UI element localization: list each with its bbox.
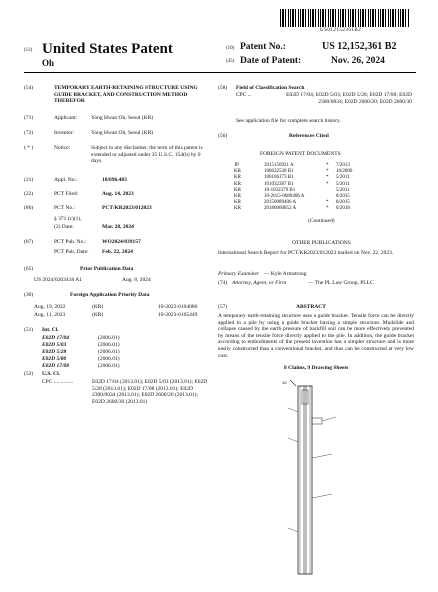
fpd-number: 20150089406 A (264, 200, 297, 206)
notice-code: ( * ) (24, 145, 34, 151)
int-cl-1-ver: (2006.01) (98, 335, 120, 341)
search-note: See application file for complete search history. (236, 118, 341, 124)
int-cl-4-ver: (2006.01) (98, 356, 120, 362)
fpd-country: KR (234, 181, 241, 187)
fpd-country: KR (234, 200, 241, 206)
fpd-number: 101032387 B1 (264, 181, 294, 187)
fpd-date: 5/2011 (336, 181, 350, 187)
references-heading: References Cited (289, 133, 329, 139)
pct-pub-date-label: PCT Pub. Date: (54, 249, 89, 255)
fpd-date: 6/2018 (336, 206, 350, 212)
int-cl-2-ver: (2006.01) (98, 342, 120, 348)
notice-label: Notice: (54, 145, 71, 151)
fpd-number: 20180060852 A (264, 206, 297, 212)
attorney-code: (74) (218, 280, 228, 286)
appl-no-value: 18/696,483 (102, 177, 127, 183)
fpd-date: 8/2015 (336, 194, 350, 200)
pct-pub-no-label: PCT Pub. No.: (54, 239, 87, 245)
field-21-code: (21) (24, 177, 34, 183)
int-cl-3-ver: (2006.01) (98, 349, 120, 355)
patent-number: US 12,152,361 B2 (322, 41, 397, 52)
prior-pub-heading: Prior Publication Data (80, 266, 134, 272)
fpd-date: 7/2013 (336, 163, 350, 168)
fpd-date: 8/2015 (336, 200, 350, 206)
int-cl-4: E02D 5/80 (42, 356, 67, 362)
priority-number-1: 10-2022-0104080 (158, 304, 198, 310)
fpd-star: * (326, 163, 329, 168)
field-30-code: (30) (24, 292, 34, 298)
us-cpc-text: E02D 17/04 (2013.01); E02D 5/03 (2013.01); E02D 5/28 (2013.01); E02D 17/08 (2013.01); E02D 2300/0034 (2013.01); E02D 2600/20 (2013.01); E02D 2600/30 (2013.01) (92, 379, 208, 405)
int-cl-2: E02D 5/03 (42, 342, 67, 348)
field-56-code: (56) (218, 133, 228, 139)
us-cpc-label: CPC .............. (42, 379, 74, 385)
inventor-short: Oh (42, 58, 55, 68)
svg-text:10: 10 (282, 380, 287, 385)
pct-pub-no-value: WO2024/039157 (102, 239, 141, 245)
abstract-heading: ABSTRACT (296, 304, 326, 310)
int-cl-5-ver: (2006.01) (98, 363, 120, 369)
int-cl-5: E02D 17/08 (42, 363, 70, 369)
attorney-label: Attorney, Agent, or Firm (232, 280, 287, 286)
fpd-star: * (326, 181, 329, 187)
section-371-date: Mar. 28, 2024 (102, 224, 134, 230)
priority-date-1: Aug. 19, 2022 (34, 304, 66, 310)
priority-heading: Foreign Application Priority Data (70, 292, 150, 298)
field-52-code: (52) (24, 371, 34, 377)
country-code: (12) (24, 48, 33, 53)
abstract-code: (57) (218, 304, 228, 310)
us-cl-heading: U.S. Cl. (42, 371, 61, 377)
fpd-star: * (326, 200, 329, 206)
int-cl-1: E02D 17/04 (42, 335, 70, 341)
date-label: Date of Patent: (240, 56, 302, 66)
fpd-country: KR (234, 169, 241, 175)
priority-country-2: (KR) (92, 312, 104, 318)
document-title: United States Patent (42, 41, 173, 57)
field-87-code: (87) (24, 239, 34, 245)
applicant-value: Yong Hwan Oh, Seoul (KR) (91, 115, 154, 121)
abstract-text: A temporary earth-retaining structure uses a guide bracket. Tensile force can be directly applied to a pile by using a guide bracket having a simple structure. Mudslide and collapse caused by the earth pressure of backfill soil can be more effectively prevented by means of the tensile force directly applied to the pile. In addition, the guide bracket according to embodiments of the present invention has a simpler structure and is more easily constructed than a conventional bracket, and thus can be constructed at very low cost. (218, 313, 414, 359)
field-58-code: (58) (218, 85, 228, 91)
fpd-number: 100632530 B1 (264, 169, 294, 175)
attorney-value: — The PL Law Group, PLLC (308, 280, 374, 286)
date-code: (45) (226, 59, 235, 64)
fpd-country: JP (234, 163, 239, 168)
field-22-code: (22) (24, 191, 34, 197)
fpd-number: 10-2015-0089406 A (264, 194, 305, 200)
references-continued: (Continued) (308, 218, 335, 224)
field-65-code: (65) (24, 266, 34, 272)
barcode (280, 9, 410, 27)
patent-no-label: Patent No.: (240, 42, 286, 52)
fpd-number: 10-1032379 B1 (264, 187, 296, 193)
patent-date: Nov. 26, 2024 (331, 56, 385, 66)
field-72-code: (72) (24, 130, 34, 136)
foreign-docs-list (234, 163, 374, 213)
int-cl-3: E02D 5/28 (42, 349, 67, 355)
fpd-star: * (326, 206, 329, 212)
search-heading: Field of Classification Search (236, 85, 305, 91)
fpd-star: * (326, 169, 329, 175)
fpd-country: KR (234, 194, 241, 200)
fpd-star: * (326, 175, 329, 181)
barcode-number: US012152361B2 (320, 28, 362, 33)
section-371-date-label: (2) Date: (54, 224, 74, 230)
fpd-number: 100106173 B1 (264, 175, 294, 181)
section-371-label: § 371 (c)(1), (54, 216, 82, 222)
pct-no-value: PCT/KR2023/012023 (102, 205, 152, 211)
pct-filed-label: PCT Filed: (54, 191, 79, 197)
representative-drawing (280, 378, 350, 578)
priority-number-2: 10-2023-0105449 (158, 312, 198, 318)
field-51-code: (51) (24, 327, 34, 333)
foreign-doc-row (234, 206, 374, 212)
fpd-date: 5/2011 (336, 187, 350, 193)
search-cpc-text: E02D 17/04; E02D 5/03; E02D 5/28; E02D 17/08; E02D 2300/0034; E02D 2600/20; E02D 2600/30 (286, 92, 412, 105)
priority-date-2: Aug. 11, 2023 (34, 312, 66, 318)
fpd-date: 5/2011 (336, 175, 350, 181)
claims-count: 8 Claims, 9 Drawing Sheets (284, 365, 349, 371)
int-cl-heading: Int. Cl. (42, 327, 59, 333)
pct-pub-date-value: Feb. 22, 2024 (102, 249, 133, 255)
priority-country-1: (KR) (92, 304, 104, 310)
other-pubs-heading: OTHER PUBLICATIONS (292, 240, 351, 246)
fpd-country: KR (234, 206, 241, 212)
inventor-label: Inventor: (54, 130, 75, 136)
notice-value: Subject to any disclaimer, the term of this patent is extended or adjusted under 35 U.S.C. 154(b) by 0 days. (91, 145, 203, 165)
search-cpc-label: CPC ... (236, 92, 252, 98)
field-71-code: (71) (24, 115, 34, 121)
header-rule (24, 72, 416, 73)
invention-title: TEMPORARY EARTH-RETAINING STRUCTURE USING GUIDE BRACKET, AND CONSTRUCTION METHOD THEREFOR (54, 85, 198, 105)
pct-no-label: PCT No.: (54, 205, 75, 211)
field-54-code: (54) (24, 85, 34, 91)
fpd-date: 10/2006 (336, 169, 353, 175)
appl-no-label: Appl. No.: (54, 177, 78, 183)
other-pubs-text: International Search Report for PCT/KR2023/012023 mailed on Nov. 22, 2023. (218, 250, 394, 256)
field-86-code: (86) (24, 205, 34, 211)
applicant-label: Applicant: (54, 115, 78, 121)
fpd-country: KR (234, 187, 241, 193)
fpd-number: 2015150921 A (264, 163, 294, 168)
prior-pub-number: US 2024/0263418 A1 (34, 277, 82, 283)
pct-filed-value: Aug. 14, 2023 (102, 191, 134, 197)
fpd-country: KR (234, 175, 241, 181)
patent-no-code: (10) (226, 46, 235, 51)
inventor-value: Yong Hwan Oh, Seoul (KR) (91, 130, 154, 136)
examiner-value: — Kyle Armstrong (264, 271, 307, 277)
foreign-docs-heading: FOREIGN PATENT DOCUMENTS (260, 151, 341, 157)
prior-pub-date: Aug. 8, 2024 (122, 277, 151, 283)
examiner-label: Primary Examiner (218, 271, 260, 277)
